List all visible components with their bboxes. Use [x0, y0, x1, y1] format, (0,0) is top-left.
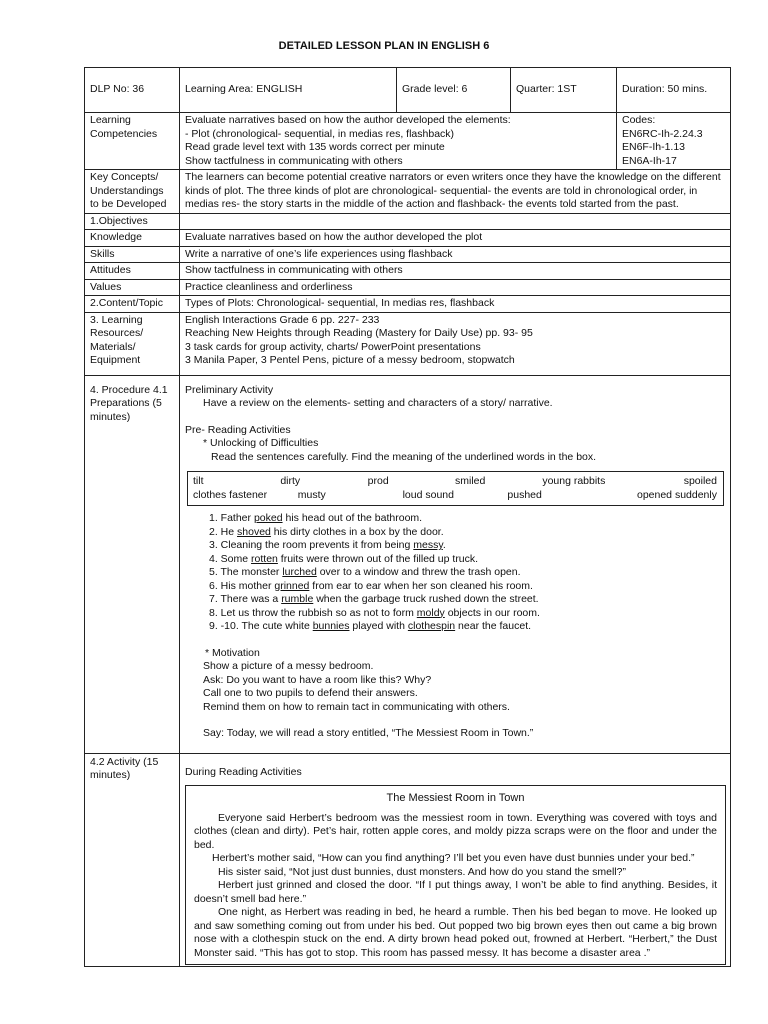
objective-label: Values	[85, 279, 180, 296]
vocab-word: dirty	[280, 475, 301, 487]
sentence-item: 7. There was a rumble when the garbage truck rushed down the street.	[209, 593, 539, 605]
resource-line: Reaching New Heights through Reading (Mastery for Daily Use) pp. 93- 95	[185, 327, 533, 339]
vocab-word: prod	[367, 475, 389, 487]
code: EN6RC-Ih-2.24.3	[622, 127, 703, 140]
story-paragraph: One night, as Herbert was reading in bed, he heard a rumble. Then his bed began to move. He looked up and saw something coming out from under his bed. Out popped two big brown eyes then out came a big brown nose with a clothespin stuck on the end. A dirty brown head poked out, frowned at Herbert. “Herbert,” the Dust Monster said. “This has got to stop. This room has passed messy. It has become a disaster area .”	[194, 906, 717, 959]
objective-row	[85, 263, 731, 280]
story-title: The Messiest Room in Town	[386, 792, 525, 804]
vocab-row	[193, 475, 717, 489]
vocab-row	[193, 489, 717, 503]
resources-label: 3. Learning Resources/ Materials/ Equipment	[85, 312, 180, 375]
motivation-title: * Motivation	[205, 646, 260, 659]
procedure-label: 4. Procedure 4.1 Preparations (5 minutes)	[85, 375, 180, 753]
motivation-line: Ask: Do you want to have a room like this? Why?	[203, 673, 432, 686]
objectives-header-row	[85, 213, 731, 230]
sentence-item: 1. Father poked his head out of the bathroom.	[209, 512, 423, 524]
codes-label: Codes:	[622, 114, 656, 126]
document-title: DETAILED LESSON PLAN IN ENGLISH 6	[278, 40, 490, 52]
objective-text: Evaluate narratives based on how the author developed the plot	[180, 230, 731, 247]
objective-label: Knowledge	[85, 230, 180, 247]
objectives-label: 1.Objectives	[85, 213, 180, 230]
resource-line: 3 Manila Paper, 3 Pentel Pens, picture of a messy bedroom, stopwatch	[185, 354, 515, 366]
objective-row	[85, 279, 731, 296]
objectives-empty	[180, 213, 731, 230]
objective-row	[85, 246, 731, 263]
vocab-word: pushed	[507, 488, 542, 501]
learning-area: Learning Area: ENGLISH	[180, 68, 397, 113]
grade-level: Grade level: 6	[397, 68, 511, 113]
competencies-label: Learning Competencies	[85, 113, 180, 170]
activity-label: 4.2 Activity (15 minutes)	[85, 753, 180, 967]
key-concepts-row	[85, 170, 731, 214]
duration: Duration: 50 mins.	[617, 68, 731, 113]
sentence-item: 5. The monster lurched over to a window and threw the trash open.	[209, 566, 521, 578]
vocab-word: loud sound	[402, 488, 454, 501]
competency-line: Show tactfulness in communicating with others	[185, 154, 403, 167]
vocab-word: clothes fastener	[193, 488, 268, 501]
vocabulary-box	[187, 471, 724, 506]
resources-row	[85, 312, 731, 375]
resource-line: English Interactions Grade 6 pp. 227- 233	[185, 313, 380, 326]
competencies-row	[85, 113, 731, 170]
objective-label: Skills	[85, 246, 180, 263]
story-paragraph: Herbert just grinned and closed the door. “If I put things away, I won’t be able to find anything. Besides, it doesn’t smell bad here.”	[194, 879, 717, 905]
content-label: 2.Content/Topic	[85, 296, 180, 313]
preliminary-title: Preliminary Activity	[185, 383, 274, 396]
during-reading-title: During Reading Activities	[185, 765, 302, 778]
story-box	[185, 785, 726, 965]
competency-line: - Plot (chronological- sequential, in medias res, flashback)	[185, 127, 455, 140]
objective-row	[85, 230, 731, 247]
motivation-line: Show a picture of a messy bedroom.	[203, 660, 374, 672]
lesson-plan-table	[84, 67, 731, 967]
vocab-word: tilt	[193, 475, 204, 487]
header-row	[85, 68, 731, 113]
story-paragraph: Everyone said Herbert’s bedroom was the messiest room in town. Everything was covered with toys and clothes (clean and dirty). Pet’s hair, rotten apple cores, and moldy pizza scraps were on the floor and under the bed.	[194, 811, 717, 851]
sentence-item: 6. His mother grinned from ear to ear when her son cleaned his room.	[209, 579, 533, 592]
objective-text: Practice cleanliness and orderliness	[180, 279, 731, 296]
sentence-item: 8. Let us throw the rubbish so as not to form moldy objects in our room.	[209, 606, 540, 619]
objective-text: Show tactfulness in communicating with others	[180, 263, 731, 280]
resources-text	[180, 312, 731, 375]
prereading-title: Pre- Reading Activities	[185, 423, 291, 436]
preliminary-text: Have a review on the elements- setting and characters of a story/ narrative.	[203, 397, 553, 409]
sentence-item: 3. Cleaning the room prevents it from being messy.	[209, 539, 446, 551]
unlocking-instruction: Read the sentences carefully. Find the meaning of the underlined words in the box.	[211, 450, 597, 463]
competency-line: Read grade level text with 135 words correct per minute	[185, 141, 445, 153]
key-concepts-label: Key Concepts/ Understandings to be Developed	[85, 170, 180, 214]
sentence-item: 4. Some rotten fruits were thrown out of the filled up truck.	[209, 552, 479, 565]
codes-cell	[617, 113, 731, 170]
code: EN6A-Ih-17	[622, 154, 677, 167]
key-concepts-text: The learners can become potential creative narrators or even writers once they have the knowledge on the different kinds of plot. The three kinds of plot are chronological- sequential- the events are told in chronological order, in medias res- the story starts in the middle of the action and flashback- the events told started from the past.	[180, 170, 731, 214]
story-paragraph: His sister said, “Not just dust bunnies, dust monsters. And how do you stand the smell?”	[218, 865, 626, 878]
competency-line: Evaluate narratives based on how the author developed the elements:	[185, 114, 511, 126]
content-row	[85, 296, 731, 313]
unlocking-title: * Unlocking of Difficulties	[203, 437, 319, 449]
objective-text: Write a narrative of one’s life experiences using flashback	[180, 246, 731, 263]
motivation-line: Call one to two pupils to defend their answers.	[203, 687, 418, 699]
quarter: Quarter: 1ST	[511, 68, 617, 113]
vocab-word: opened suddenly	[636, 488, 717, 501]
story-paragraph: Herbert’s mother said, “How can you find anything? I’ll bet you even have dust bunnies under your bed.”	[212, 852, 695, 864]
code: EN6F-Ih-1.13	[622, 141, 686, 153]
activity-content	[180, 753, 731, 967]
procedure-row	[85, 375, 731, 753]
vocab-word: spoiled	[683, 475, 717, 487]
activity-row	[85, 753, 731, 967]
procedure-content	[180, 375, 731, 753]
vocab-word: smiled	[454, 475, 486, 487]
content-text: Types of Plots: Chronological- sequential, In medias res, flashback	[180, 296, 731, 313]
sentence-item: 9. -10. The cute white bunnies played with clothespin near the faucet.	[209, 620, 532, 632]
vocab-word: musty	[297, 488, 326, 501]
dlp-no: DLP No: 36	[85, 68, 180, 113]
vocab-word: young rabbits	[542, 475, 606, 487]
say-text: Say: Today, we will read a story entitled, “The Messiest Room in Town.”	[203, 727, 534, 739]
motivation-line: Remind them on how to remain tact in communicating with others.	[203, 700, 510, 713]
resource-line: 3 task cards for group activity, charts/ PowerPoint presentations	[185, 340, 481, 353]
objective-label: Attitudes	[85, 263, 180, 280]
competencies-text	[180, 113, 617, 170]
sentence-list	[209, 512, 726, 634]
sentence-item: 2. He shoved his dirty clothes in a box by the door.	[209, 525, 444, 538]
